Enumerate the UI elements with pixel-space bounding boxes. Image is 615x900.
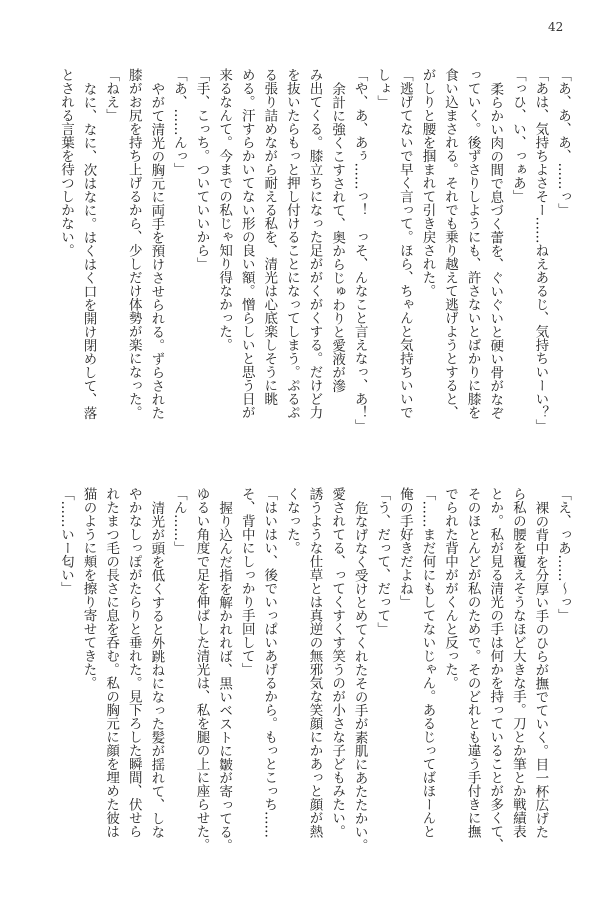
page-number: 42 bbox=[548, 20, 564, 34]
lower-text-line: れたまつ毛の長さに息を呑む。私の胸元に顔を埋めた彼は bbox=[103, 487, 120, 838]
upper-text-line: 「あは、気持ちよさそー……ねえあるじ、気持ちいーい？」 bbox=[532, 68, 549, 433]
upper-text-line: やがて清光の胸元に両手を預けさせられる。ずらされた bbox=[148, 81, 165, 419]
lower-text-line: そのほとんどが私のためで。そのどれとも違う手付きに撫 bbox=[464, 487, 481, 838]
lower-text-line: 裸の背中を分厚い手のひらが撫でていく。目一杯広げた bbox=[532, 500, 549, 838]
upper-text-line: 「手、こっち。ついていいから」 bbox=[193, 68, 210, 271]
lower-text-line: とか。私が見る清光の手は何かを持っていることが多くて、 bbox=[487, 487, 504, 852]
upper-text-line: 「っひ、い、っぁあ」 bbox=[509, 68, 526, 203]
lower-text-line: そ、背中にしっかり手回して」 bbox=[238, 487, 255, 676]
upper-text-line: 余計に強くこすされて、奥からじゅわりと愛液が滲 bbox=[329, 81, 346, 392]
upper-text-line: 来るなんて。今までの私じゃ知り得なかった。 bbox=[216, 68, 233, 352]
lower-text-line: ら私の腰を覆えそうなほど大きな手。刀とか筆とか戦績表 bbox=[509, 487, 526, 838]
upper-text-line: 「あ、あ、あ、……っ」 bbox=[555, 68, 571, 217]
lower-text-line: 清光が頭を低くすると外跳ねになった髪が揺れて、しな bbox=[148, 500, 165, 838]
lower-text-line: 危なげなく受けとめてくれたその手が素肌にあたたかい。 bbox=[351, 500, 368, 852]
lower-text-line: 「……いー匂い」 bbox=[57, 487, 74, 595]
lower-text-line: でられた背中ががくんと反った。 bbox=[442, 487, 459, 690]
upper-text-line: 「あ、……んっ」 bbox=[170, 68, 187, 176]
lower-text-block bbox=[54, 487, 574, 852]
lower-text-line: 愛されてる、ってくすくす笑うのが小さな子どもみたい。 bbox=[329, 487, 346, 838]
lower-text-line: 「はいはい、後でいっぱいあげるから。もっとこっち…… bbox=[261, 487, 278, 838]
lower-text-line: 俺の手好きだよね」 bbox=[396, 487, 413, 609]
lower-text-line: 握り込んだ指を解かれれば、黒いベストに皺が寄ってる。 bbox=[216, 500, 233, 852]
upper-text-line: 膝がお尻を持ち上げるから、少しだけ体勢が楽になった。 bbox=[125, 68, 142, 419]
upper-text-line: み出てくる。膝立ちになった足ががくがくする。だけど力 bbox=[306, 68, 323, 419]
upper-text-line: とされる言葉を待つしかない。 bbox=[57, 68, 74, 257]
upper-text-line: 「逃げてないで早く言って。ほら、ちゃんと気持ちいいで bbox=[396, 68, 413, 419]
lower-text-line: くなった。 bbox=[283, 487, 300, 555]
lower-text-line: 「う、だって、だって」 bbox=[374, 487, 391, 636]
upper-text-line: なに、なに、次はなに。はくはく口を開け閉めして、落 bbox=[80, 81, 97, 419]
upper-text-line: を抜いたらもっと押し付けることになってしまう。ぷるぷ bbox=[283, 68, 300, 419]
upper-text-line: 「ねえ」 bbox=[103, 68, 120, 122]
lower-text-line: 「……まだ何にもしてないじゃん。あるじってばほーんと bbox=[419, 487, 436, 838]
upper-text-line: 「や、あ、あぅ……っ！ っそ、んなこと言えなっ、あ！」 bbox=[351, 68, 368, 433]
lower-text-line: 誘うような仕草とは真逆の無邪気な笑顔にかあっと顔が熱 bbox=[306, 487, 323, 838]
upper-text-block bbox=[54, 68, 574, 433]
upper-text-line: しょ」 bbox=[374, 68, 391, 109]
upper-text-line: 食い込まされる。それでも乗り越えて逃げようとすると、 bbox=[442, 68, 459, 419]
lower-text-line: 「え、っあ……〜っ」 bbox=[555, 487, 571, 622]
upper-text-line: る張り詰めながら耐える私を、清光は心底楽しそうに眺 bbox=[261, 68, 278, 406]
lower-text-line: ゆるい角度で足を伸ばした清光は、私を腿の上に座らせた。 bbox=[193, 487, 210, 852]
lower-text-line: 猫のように頬を擦り寄せてきた。 bbox=[80, 487, 97, 690]
upper-text-line: 柔らかい肉の間で息づく蕾を、ぐいぐいと硬い骨がなぞ bbox=[487, 81, 504, 419]
upper-text-line: っていく。後ずさりしようにも、許さないとばかりに膝を bbox=[464, 68, 481, 419]
lower-text-line: やかなしっぽがたらりと垂れた。見下ろした瞬間、伏せら bbox=[125, 487, 142, 838]
upper-text-line: がしりと腰を掴まれて引き戻された。 bbox=[419, 68, 436, 298]
lower-text-line: 「ん……」 bbox=[170, 487, 187, 555]
upper-text-line: める。汗すらかいてない形の良い額。憎らしいと思う日が bbox=[238, 68, 255, 419]
